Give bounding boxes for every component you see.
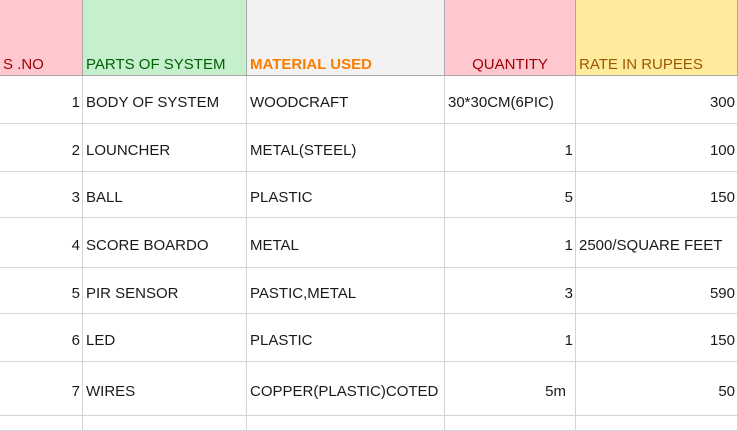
empty-cell[interactable] (247, 416, 445, 431)
cell-sno[interactable] (0, 218, 83, 268)
empty-cell[interactable] (445, 416, 576, 431)
cell-material-text: PLASTIC (250, 332, 313, 349)
cell-material[interactable] (247, 124, 445, 172)
cell-material[interactable] (247, 172, 445, 218)
cell-material-text: METAL(STEEL) (250, 142, 357, 159)
cell-quantity[interactable] (445, 172, 576, 218)
cell-quantity-text: 1 (564, 142, 573, 159)
cell-material-text: PLASTIC (250, 189, 313, 206)
cell-material-text: COPPER(PLASTIC)COTED (250, 383, 439, 400)
cell-part[interactable] (83, 314, 247, 362)
cell-rate[interactable] (576, 268, 738, 314)
cell-sno[interactable] (0, 314, 83, 362)
header-quantity[interactable] (445, 0, 576, 76)
cell-quantity-text: 1 (564, 332, 573, 349)
cell-rate[interactable] (576, 362, 738, 416)
empty-cell[interactable] (0, 416, 83, 431)
cell-quantity-text: 1 (564, 237, 573, 254)
cell-quantity[interactable] (445, 362, 576, 416)
cell-rate-text: 2500/SQUARE FEET (579, 237, 723, 254)
cell-quantity[interactable] (445, 314, 576, 362)
cell-sno[interactable] (0, 268, 83, 314)
cell-sno[interactable] (0, 124, 83, 172)
cell-part-text: BALL (86, 189, 123, 206)
cell-material[interactable] (247, 268, 445, 314)
header-parts[interactable] (83, 0, 247, 76)
cell-material-text: PASTIC,METAL (250, 285, 357, 302)
cell-material[interactable] (247, 362, 445, 416)
cell-quantity[interactable] (445, 76, 576, 124)
cell-part[interactable] (83, 76, 247, 124)
cell-material-text: WOODCRAFT (250, 94, 349, 111)
header-material[interactable] (247, 0, 445, 76)
cell-part[interactable] (83, 172, 247, 218)
header-parts-label: PARTS OF SYSTEM (86, 56, 226, 73)
cell-part-text: SCORE BOARDO (86, 237, 209, 254)
cell-rate[interactable] (576, 124, 738, 172)
cell-rate[interactable] (576, 76, 738, 124)
cell-sno-text: 7 (71, 383, 80, 400)
cell-rate-text: 150 (709, 189, 735, 206)
cell-rate[interactable] (576, 314, 738, 362)
cell-part-text: LOUNCHER (86, 142, 171, 159)
header-material-label: MATERIAL USED (250, 56, 372, 73)
cell-rate-text: 590 (709, 285, 735, 302)
cell-quantity[interactable] (445, 218, 576, 268)
cell-rate-text: 300 (709, 94, 735, 111)
cell-part-text: PIR SENSOR (86, 285, 179, 302)
cell-sno[interactable] (0, 362, 83, 416)
cell-rate-text: 150 (709, 332, 735, 349)
cell-part-text: BODY OF SYSTEM (86, 94, 220, 111)
empty-cell[interactable] (576, 416, 738, 431)
cell-sno-text: 3 (71, 189, 80, 206)
cell-part[interactable] (83, 362, 247, 416)
cell-sno-text: 1 (71, 94, 80, 111)
cell-part[interactable] (83, 218, 247, 268)
cell-sno[interactable] (0, 172, 83, 218)
cell-quantity-text: 30*30CM(6PIC) (448, 94, 554, 111)
cell-part[interactable] (83, 124, 247, 172)
cell-quantity[interactable] (445, 268, 576, 314)
cell-quantity-text: 5m (545, 383, 566, 400)
cell-sno-text: 6 (71, 332, 80, 349)
cell-quantity[interactable] (445, 124, 576, 172)
cell-quantity-text: 3 (564, 285, 573, 302)
cell-rate-text: 100 (709, 142, 735, 159)
cell-material-text: METAL (250, 237, 299, 254)
header-rate[interactable] (576, 0, 738, 76)
cell-quantity-text: 5 (564, 189, 573, 206)
cell-sno-text: 2 (71, 142, 80, 159)
cell-rate[interactable] (576, 172, 738, 218)
cell-sno-text: 4 (71, 237, 80, 254)
cell-sno-text: 5 (71, 285, 80, 302)
cell-material[interactable] (247, 76, 445, 124)
cell-sno[interactable] (0, 76, 83, 124)
cell-rate-text: 50 (718, 383, 735, 400)
cell-material[interactable] (247, 218, 445, 268)
header-sno-label: S .NO (3, 56, 44, 73)
header-rate-label: RATE IN RUPEES (579, 56, 703, 73)
empty-cell[interactable] (83, 416, 247, 431)
cell-part-text: LED (86, 332, 116, 349)
cell-material[interactable] (247, 314, 445, 362)
cell-part[interactable] (83, 268, 247, 314)
header-sno[interactable] (0, 0, 83, 76)
cell-part-text: WIRES (86, 383, 136, 400)
header-quantity-label: QUANTITY (472, 56, 548, 73)
cell-rate[interactable] (576, 218, 738, 268)
